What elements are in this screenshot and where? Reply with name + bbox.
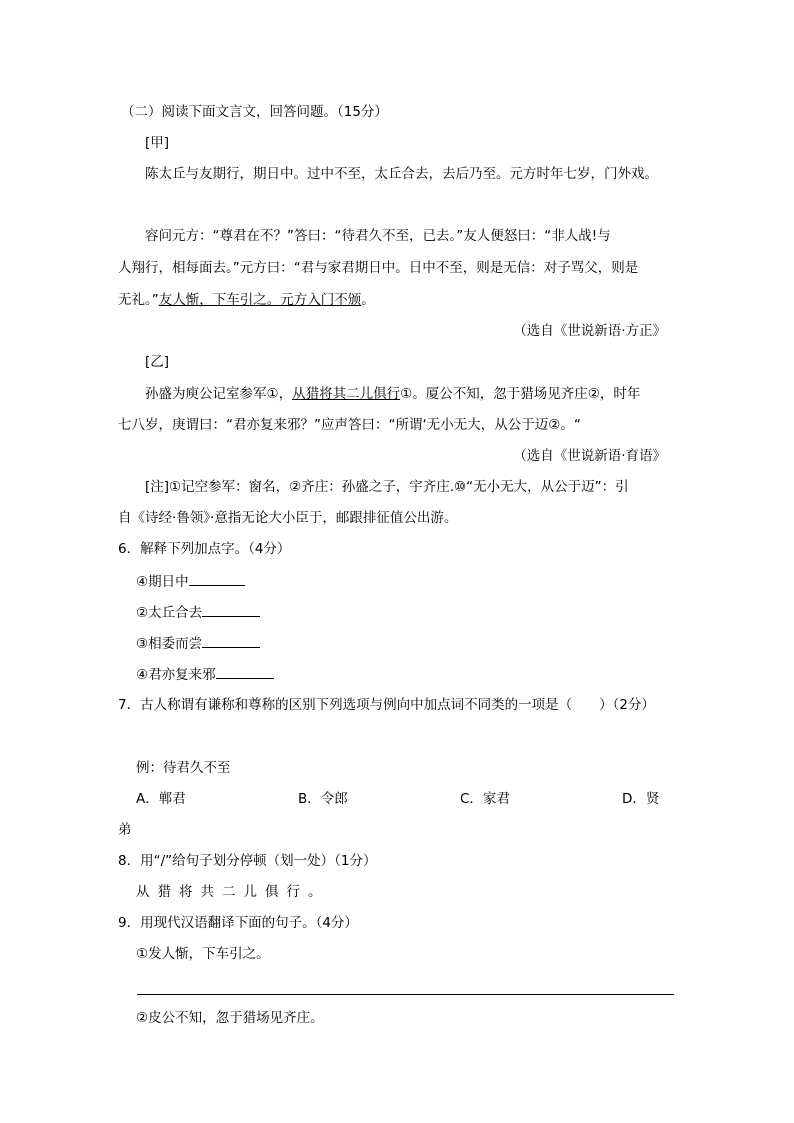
question-6-prompt: 6．解释下列加点字。（4分）	[118, 541, 291, 557]
q7-option-d: D．贤	[622, 791, 660, 807]
q6-item	[136, 571, 245, 591]
notes-line: [注]①记空参军：窗名，②齐庄：孙盛之子，宇齐庄.⑩“无小无大，从公于迈”：引	[145, 479, 629, 495]
text: 。	[361, 292, 375, 308]
q7-option-a: A．郸君	[136, 791, 186, 807]
passage-a-source: （选自《世说新语·方正》	[513, 323, 666, 339]
passage-a-line: 容问元方：“尊君在不？”答曰：“待君久不至，已去。”友人便怒曰：“非人战!与	[145, 228, 611, 244]
q6-item-text: ③相委而尝	[136, 636, 203, 652]
q7-option-c: C．家君	[460, 791, 510, 807]
q6-item-text: ②太丘合去	[136, 605, 203, 621]
question-7-prompt: 7．古人称谓有谦称和尊称的区别下列选项与例向中加点词不同类的一项是（ ）（2分）	[118, 697, 655, 713]
q7-example: 例：待君久不至	[136, 760, 231, 776]
passage-a-line: 陈太丘与友期行，期日中。过中不至，太丘合去，去后乃至。元方时年七岁，门外戏。	[145, 166, 658, 182]
text: 无礼。”	[118, 292, 159, 308]
q6-item-text: ④君亦复来邪	[136, 667, 216, 683]
q7-option-b: B．令郎	[298, 791, 348, 807]
q9-item: ②皮公不知，忽于猎场见齐庄。	[136, 1010, 324, 1026]
section-title: （二）阅读下面文言文，回答问题。（15分）	[121, 104, 388, 120]
text: ①。厦公不知，忽于猎场见齐庄②，时年	[400, 386, 641, 402]
answer-blank[interactable]	[189, 571, 245, 586]
answer-line[interactable]	[137, 994, 674, 995]
passage-a-line: 人翔行，相每面去。”元方曰：“君与家君期日中。日中不至，则是无信：对子骂父，则是	[118, 260, 639, 276]
q6-item	[136, 633, 260, 653]
q8-sentence: 从猎将共二儿俱行。	[136, 884, 330, 900]
q6-item-text: ④期日中	[136, 574, 189, 590]
passage-b-source: （选自《世说新语·育语》	[513, 448, 666, 464]
underlined-sentence: 从猎将其二儿俱行	[292, 386, 401, 402]
passage-b-line	[145, 385, 640, 403]
q9-item: ①发人惭，下车引之。	[136, 946, 270, 962]
passage-a-label: [甲]	[145, 135, 170, 151]
passage-a-line	[118, 291, 375, 309]
answer-blank[interactable]	[202, 602, 260, 617]
q6-item	[136, 602, 260, 622]
question-8-prompt: 8．用“/”给句子划分停顿（划一处）（1分）	[118, 853, 377, 869]
notes-line: 自《诗经·鲁领》·意指无论大小臣于，邮跟排征值公出游。	[118, 510, 458, 526]
question-9-prompt: 9．用现代汉语翻译下面的句子。（4分）	[118, 915, 358, 931]
text: 孙盛为庾公记室参军①，	[145, 386, 293, 402]
underlined-sentence: 友人惭，下车引之。元方入门不颁	[158, 292, 362, 308]
answer-blank[interactable]	[216, 664, 274, 679]
q7-option-d-wrap: 弟	[118, 822, 132, 838]
q6-item	[136, 664, 274, 684]
passage-b-line: 七八岁，庚谓曰：“君亦复来邪？”应声答曰：“所谓‘无小无大，从公于迈②。“	[118, 417, 581, 433]
answer-blank[interactable]	[202, 633, 260, 648]
passage-b-label: [乙]	[145, 354, 170, 370]
